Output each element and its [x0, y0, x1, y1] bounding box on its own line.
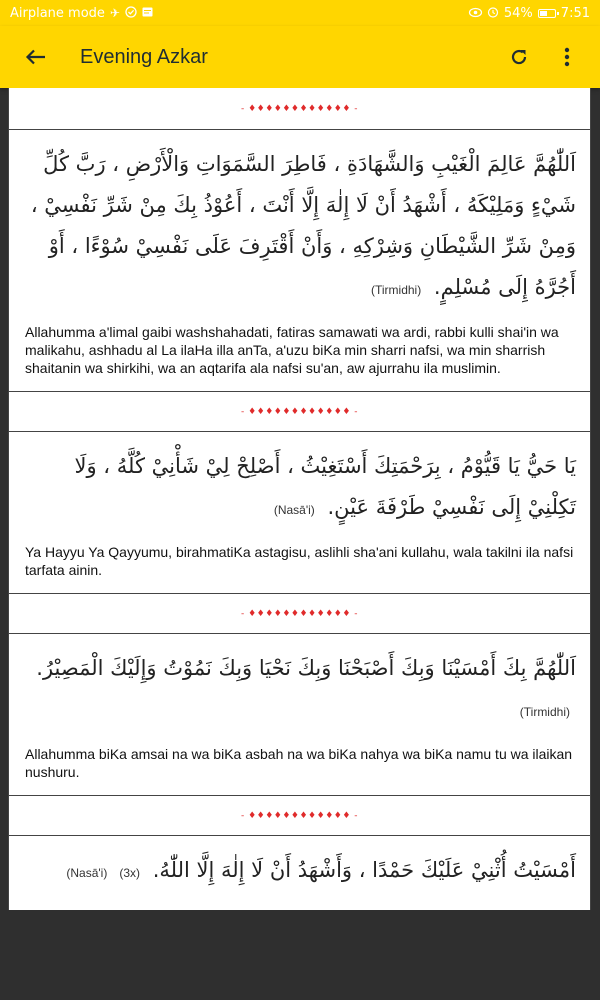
app-bar	[0, 26, 600, 88]
more-vert-icon	[564, 47, 570, 67]
source-label: (Nasā'i)	[66, 866, 108, 880]
bottom-blank-area	[0, 910, 600, 1000]
more-options-button[interactable]	[550, 40, 584, 74]
battery-level	[540, 11, 547, 16]
arabic-verse: يَا حَيُّ يَا قَيُّوْمُ ، بِرَحْمَتِكَ أَسْتَغِيْثُ ، أَصْلِحْ لِيْ شَأْنِيْ كُلَّهُ ، وَلَا تَكِلْنِيْ إِلَى نَفْسِيْ طَرْفَةَ عَيْنٍ.	[74, 454, 576, 519]
status-bar	[0, 0, 600, 26]
clock: 7:51	[560, 5, 590, 21]
azkar-list[interactable]	[8, 88, 591, 910]
airplane-icon: ✈	[109, 6, 120, 20]
ornament: - ♦♦♦♦♦♦♦♦♦♦♦♦ -	[240, 810, 359, 821]
arrow-left-icon	[26, 49, 46, 65]
message-icon	[142, 7, 153, 19]
ornament: - ♦♦♦♦♦♦♦♦♦♦♦♦ -	[240, 608, 359, 619]
arabic-verse: اَللّٰهُمَّ عَالِمَ الْغَيْبِ وَالشَّهَادَةِ ، فَاطِرَ السَّمَوَاتِ وَالْأَرْضِ ، رَبَّ كُلِّ شَيْءٍ وَمَلِيْكَهُ ، أَشْهَدُ أَنْ لَا إِلٰهَ إِلَّا أَنْتَ ، أَعُوْذُ بِكَ مِنْ شَرِّ نَفْسِيْ ، وَمِنْ شَرِّ الشَّيْطَانِ وَشِرْكِهِ ، وَأَنْ أَقْتَرِفَ عَلَى نَفْسِيْ سُوْءًا ، أَوْ أَجُرَّهُ إِلَى مُسْلِمٍ.	[30, 152, 576, 299]
source-label: (Tirmidhi)	[371, 283, 422, 297]
battery-percent: 54%	[503, 5, 533, 21]
zikr-card	[8, 432, 591, 594]
battery-icon	[538, 9, 556, 18]
arabic-verse: اَللّٰهُمَّ بِكَ أَمْسَيْنَا وَبِكَ أَصْبَحْنَا وَبِكَ نَحْيَا وَبِكَ نَمُوْتُ وَإِلَيْكَ الْمَصِيْرُ.	[36, 656, 576, 680]
ornament-divider	[8, 392, 591, 432]
refresh-icon	[510, 48, 528, 66]
eye-icon	[469, 7, 482, 19]
ornament: - ♦♦♦♦♦♦♦♦♦♦♦♦ -	[240, 103, 359, 114]
page-title: Evening Azkar	[80, 45, 208, 68]
ornament: - ♦♦♦♦♦♦♦♦♦♦♦♦ -	[240, 406, 359, 417]
transliteration: Allahumma biKa amsai na wa biKa asbah na wa biKa nahya wa biKa namu tu wa ilaikan nushuru.	[25, 746, 573, 780]
ornament-divider	[8, 796, 591, 836]
arabic-verse: أَمْسَيْتُ أُثْنِيْ عَلَيْكَ حَمْدًا ، وَأَشْهَدُ أَنْ لَا إِلٰهَ إِلَّا اللّٰهُ.	[152, 858, 576, 882]
refresh-button[interactable]	[502, 40, 536, 74]
ornament-divider	[8, 594, 591, 634]
arabic-text	[25, 144, 576, 311]
airplane-mode-label: Airplane mode	[10, 5, 105, 21]
check-circle-icon	[125, 6, 137, 20]
transliteration: Ya Hayyu Ya Qayyumu, birahmatiKa astagisu, aslihli sha'ani kullahu, wala takilni ila nafsi tarfata ainin.	[25, 544, 574, 578]
source-label: (Nasā'i)	[273, 503, 315, 517]
transliteration: Allahumma a'limal gaibi washshahadati, fatiras samawati wa ardi, rabbi kulli shai'in wa malikahu, ashhadu al La ilaHa illa anTa, a'uzu biKa min sharri nafsi, wa min sharrish shaitanin wa shirkihi, wa an aqtarifa ala nafsi su'an, aw ajurrahu ila muslimin.	[25, 324, 559, 376]
source-label: (Tirmidhi)	[519, 705, 570, 719]
arabic-text	[25, 850, 576, 894]
back-button[interactable]	[0, 26, 72, 88]
arabic-text	[25, 648, 576, 733]
repeat-count: (3x)	[119, 866, 141, 880]
ornament-divider	[8, 88, 591, 130]
alarm-icon	[487, 6, 499, 20]
zikr-card	[8, 634, 591, 796]
arabic-text	[25, 446, 576, 531]
zikr-card	[8, 130, 591, 392]
